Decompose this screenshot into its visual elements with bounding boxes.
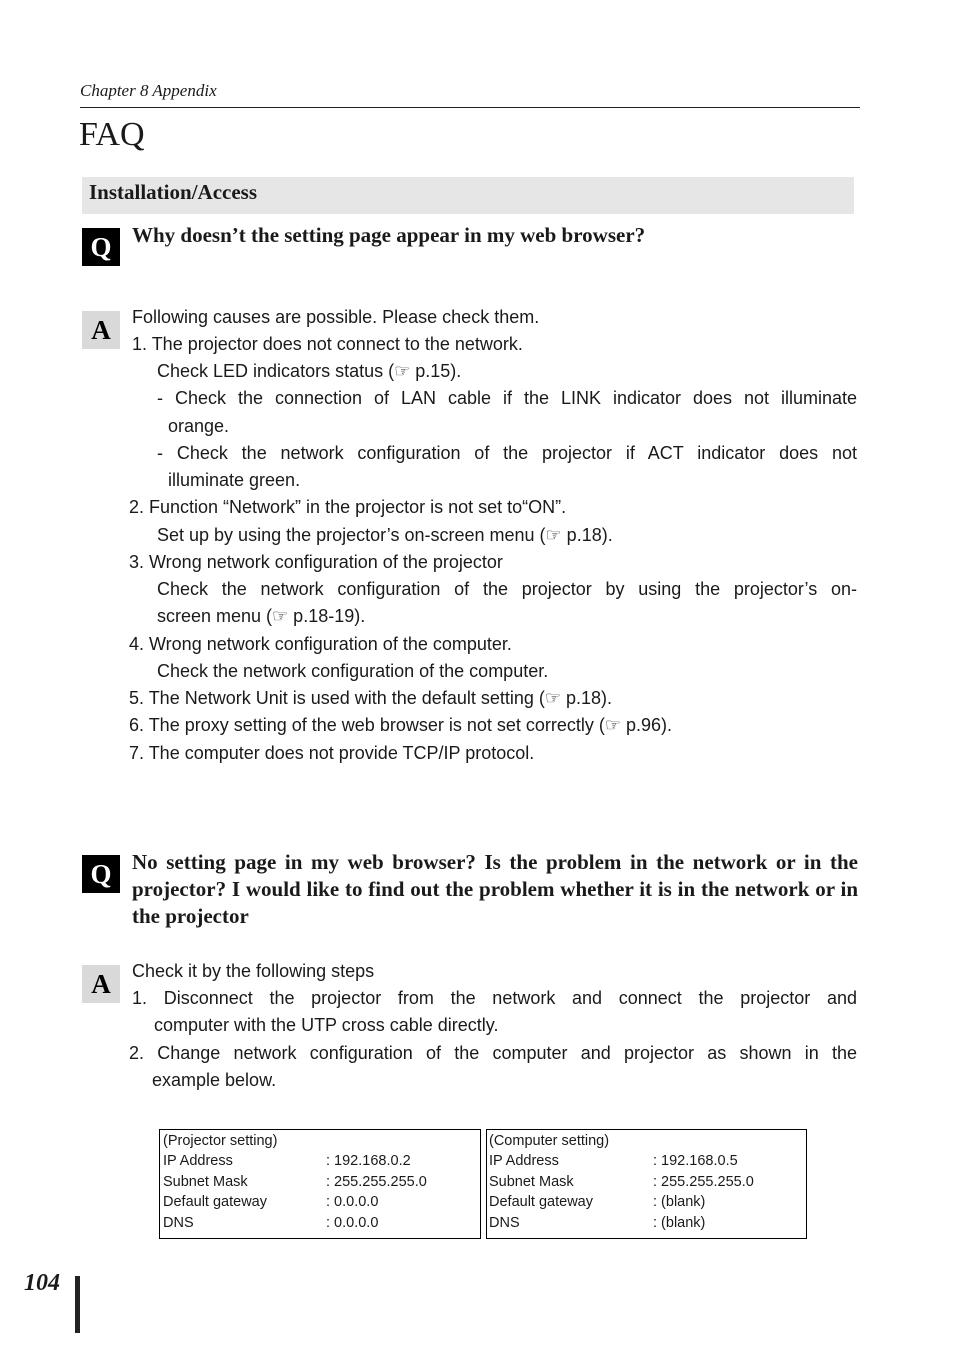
cause-5: 5. The Network Unit is used with the default setting (☞ p.18). xyxy=(129,688,613,708)
table-label: DNS xyxy=(163,1215,194,1231)
step-2: 2. Change network configuration of the computer and projector as shown in the xyxy=(129,1043,857,1063)
table-label: Default gateway xyxy=(163,1194,267,1210)
cause-1-detail: Check LED indicators status (☞ p.15). xyxy=(157,361,462,381)
table-label: DNS xyxy=(489,1215,520,1231)
answer-1-intro: Following causes are possible. Please check them. xyxy=(132,307,540,327)
computer-settings-table xyxy=(486,1129,807,1239)
page-number: 104 xyxy=(24,1270,60,1296)
cause-3-detail-cont: screen menu (☞ p.18-19). xyxy=(157,606,366,626)
table-value: : 255.255.255.0 xyxy=(653,1174,754,1190)
header-rule xyxy=(80,107,860,108)
table-value: : (blank) xyxy=(653,1215,706,1231)
table-value: : 0.0.0.0 xyxy=(326,1194,379,1210)
question-badge: Q xyxy=(82,228,120,266)
table-value: : 0.0.0.0 xyxy=(326,1215,379,1231)
cause-1-act-check: - Check the network configuration of the projector if ACT indicator does not xyxy=(157,443,857,463)
question-1: Why doesn’t the setting page appear in my web browser? xyxy=(132,223,646,247)
cause-1: 1. The projector does not connect to the network. xyxy=(132,334,523,354)
step-1-cont: computer with the UTP cross cable directly. xyxy=(154,1015,499,1035)
cause-4-detail: Check the network configuration of the computer. xyxy=(157,661,549,681)
answer-2-intro: Check it by the following steps xyxy=(132,961,375,981)
step-1: 1. Disconnect the projector from the network and connect the projector and xyxy=(132,988,857,1008)
table-label: Subnet Mask xyxy=(163,1174,248,1190)
question-2: No setting page in my web browser? Is the problem in the network or in the projector? I would like to find out the problem whether it is in the network or in the projector xyxy=(132,850,858,928)
cause-1-link-check-cont: orange. xyxy=(168,416,230,436)
page-title: FAQ xyxy=(79,116,145,153)
table-label: Subnet Mask xyxy=(489,1174,574,1190)
cause-2: 2. Function “Network” in the projector is not set to“ON”. xyxy=(129,497,567,517)
cause-4: 4. Wrong network configuration of the computer. xyxy=(129,634,512,654)
table-value: : 192.168.0.2 xyxy=(326,1153,411,1169)
projector-settings-table xyxy=(159,1129,481,1239)
cause-1-link-check: - Check the connection of LAN cable if the LINK indicator does not illuminate xyxy=(157,388,857,408)
answer-badge: A xyxy=(82,965,120,1003)
table-header: (Computer setting) xyxy=(489,1133,610,1149)
table-label: IP Address xyxy=(163,1153,233,1169)
table-value: : (blank) xyxy=(653,1194,706,1210)
cause-2-detail: Set up by using the projector’s on-screen menu (☞ p.18). xyxy=(157,525,613,545)
cause-1-act-check-cont: illuminate green. xyxy=(168,470,301,490)
table-value: : 255.255.255.0 xyxy=(326,1174,427,1190)
cause-7: 7. The computer does not provide TCP/IP protocol. xyxy=(129,743,535,763)
chapter-label: Chapter 8 Appendix xyxy=(80,81,217,100)
cause-3-detail: Check the network configuration of the projector by using the projector’s on- xyxy=(157,579,857,599)
cause-3: 3. Wrong network configuration of the projector xyxy=(129,552,503,572)
page-number-bar xyxy=(75,1276,80,1333)
table-value: : 192.168.0.5 xyxy=(653,1153,738,1169)
table-header: (Projector setting) xyxy=(163,1133,278,1149)
section-title: Installation/Access xyxy=(89,180,257,204)
step-2-cont: example below. xyxy=(152,1070,277,1090)
question-badge: Q xyxy=(82,855,120,893)
cause-6: 6. The proxy setting of the web browser is not set correctly (☞ p.96). xyxy=(129,715,673,735)
table-label: Default gateway xyxy=(489,1194,593,1210)
answer-badge: A xyxy=(82,311,120,349)
table-label: IP Address xyxy=(489,1153,559,1169)
